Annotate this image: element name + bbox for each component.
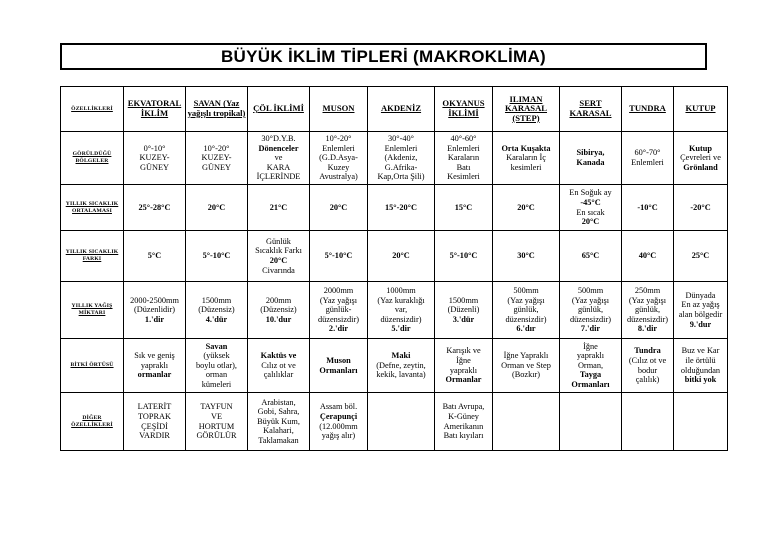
cell-text: (yüksek <box>203 351 230 361</box>
table-cell <box>368 231 435 282</box>
cell-text: 5.'dir <box>391 324 411 334</box>
table-cell <box>368 185 435 231</box>
table-row <box>61 339 728 393</box>
table-cell <box>674 185 728 231</box>
table-cell <box>493 393 560 451</box>
cell-text: Ormanları <box>319 365 358 375</box>
cell-text: var, <box>394 305 408 315</box>
table-cell <box>186 393 248 451</box>
row-label: YILLIK YAĞIŞ MİKTARI <box>61 282 124 339</box>
cell-text: 60°-70° <box>634 148 661 158</box>
corner-label: ÖZELLİKLERİ <box>61 87 124 132</box>
cell-text: kümeleri <box>201 379 232 389</box>
cell-text: 0°-10° <box>143 143 166 153</box>
cell-text: orman <box>205 370 228 380</box>
column-header: KUTUP <box>674 87 728 132</box>
table-cell <box>435 393 493 451</box>
cell-text: ÇEŞİDİ <box>141 421 168 431</box>
cell-text: Arabistan, <box>261 397 296 407</box>
cell-text: 2000-2500mm <box>130 295 179 305</box>
cell-text: düzensizdir) <box>626 314 668 324</box>
cell-text: günlük- <box>325 305 352 315</box>
cell-text: (Bozkır) <box>511 370 541 380</box>
cell-text: KUZEY- <box>139 153 170 163</box>
cell-text: Enlemleri <box>322 143 355 153</box>
table-cell <box>368 132 435 185</box>
cell-text: Batı Avrupa, <box>442 402 485 412</box>
cell-text: yapraklı <box>449 365 478 375</box>
cell-text: Kalahari, <box>263 426 294 436</box>
table-cell <box>310 339 368 393</box>
cell-text: Kuzey <box>327 162 350 172</box>
cell-text: Amerikanın <box>443 421 484 431</box>
row-label: YILLIK SICAKLIK ORTALAMASI <box>61 185 124 231</box>
table-cell <box>674 339 728 393</box>
cell-text: GÜNEY <box>201 162 232 172</box>
table-row <box>61 393 728 451</box>
cell-text: Büyük Kum, <box>257 416 300 426</box>
cell-text: Sıcaklık Farkı <box>255 246 302 256</box>
table-row <box>61 282 728 339</box>
table-cell <box>560 231 622 282</box>
cell-text: Enlemleri <box>384 143 418 153</box>
cell-text: boylu otlar), <box>195 360 237 370</box>
cell-text: 7.'dir <box>580 324 601 334</box>
cell-text: Sibirya, <box>576 148 605 158</box>
cell-text: K-Güney <box>448 411 479 421</box>
cell-text: 20°C <box>392 251 410 261</box>
table-cell <box>310 132 368 185</box>
table-cell <box>674 282 728 339</box>
cell-text: 200mm <box>265 295 292 305</box>
table-cell <box>124 282 186 339</box>
cell-text: kesimleri <box>510 162 542 172</box>
table-cell <box>493 282 560 339</box>
cell-text: Muson <box>326 355 351 365</box>
column-header: SERT KARASAL <box>560 87 622 132</box>
cell-text: Cılız ot ve <box>261 360 296 370</box>
cell-text: 1000mm <box>386 286 416 296</box>
cell-text: En sıcak <box>576 207 605 217</box>
table-cell <box>368 282 435 339</box>
cell-text: Batı <box>456 162 471 172</box>
cell-text: düzensizdir) <box>569 314 611 324</box>
cell-text: 30°C <box>517 251 535 261</box>
cell-text: 9.'dur <box>689 319 712 329</box>
cell-text: çalılıklar <box>263 370 294 380</box>
cell-text: Buz ve Kar <box>681 346 720 356</box>
cell-text: G.Afrika- <box>384 162 418 172</box>
row-label: DİĞER ÖZELLİKLERİ <box>61 393 124 451</box>
cell-text: Savan <box>205 341 228 351</box>
cell-text: Karışık ve <box>446 346 481 356</box>
table-cell <box>310 231 368 282</box>
cell-text: 2.'dir <box>328 324 349 334</box>
cell-text: düzensizdir) <box>505 314 547 324</box>
table-cell <box>248 339 310 393</box>
cell-text: Çerapunçi <box>319 411 358 421</box>
cell-text: 4.'dür <box>205 314 228 324</box>
table-cell <box>186 231 248 282</box>
cell-text: KUZEY- <box>201 153 232 163</box>
table-cell <box>435 282 493 339</box>
table-cell <box>560 132 622 185</box>
table-cell <box>435 339 493 393</box>
cell-text: Ormanları <box>571 379 610 389</box>
climate-table <box>60 86 728 451</box>
cell-text: 6.'dır <box>516 324 536 334</box>
cell-text: Ormanlar <box>445 375 482 385</box>
cell-text: 3.'dür <box>452 314 475 324</box>
cell-text: Enlemleri <box>447 143 480 153</box>
table-cell <box>186 185 248 231</box>
cell-text: 1.'dir <box>144 314 165 324</box>
table-cell <box>622 393 674 451</box>
cell-text: İÇLERİNDE <box>256 172 301 182</box>
table-cell <box>560 282 622 339</box>
cell-text: Kanada <box>576 158 605 167</box>
cell-text: 10.'dur <box>265 314 292 324</box>
table-cell <box>674 393 728 451</box>
table-cell <box>248 393 310 451</box>
row-label: BİTKİ ÖRTÜSÜ <box>61 339 124 393</box>
cell-text: Orman, <box>577 360 604 370</box>
cell-text: (Akdeniz, <box>384 153 418 163</box>
cell-text: (Düzenlidir) <box>133 305 175 315</box>
row-label: YILLIK SICAKLIK FARKI <box>61 231 124 282</box>
table-cell <box>622 132 674 185</box>
table-cell <box>493 185 560 231</box>
cell-text: olduğundan <box>680 365 721 375</box>
cell-text: Assam böl. <box>319 402 358 412</box>
cell-text: Tundra <box>634 346 661 356</box>
cell-text: GÜNEY <box>139 162 170 172</box>
cell-text: yapraklı <box>140 360 169 370</box>
cell-text: Çevreleri ve <box>680 153 721 163</box>
cell-text: 30°-40° <box>388 134 414 144</box>
cell-text: (12.000mm <box>319 421 358 431</box>
column-header: SAVAN (Yaz yağışlı tropikal) <box>186 87 248 132</box>
cell-text: VE <box>210 411 223 421</box>
column-header: ILIMAN KARASAL (STEP) <box>493 87 560 132</box>
table-cell <box>124 339 186 393</box>
cell-text: Sık ve geniş <box>134 351 175 361</box>
cell-text: kekik, lavanta) <box>376 370 426 380</box>
cell-text: Gobi, Sahra, <box>257 407 300 417</box>
cell-text: (Yaz kuraklığı <box>377 295 425 305</box>
cell-text: (Düzenli) <box>447 305 480 315</box>
cell-text: Günlük <box>266 236 291 246</box>
cell-text: Dönenceler <box>258 143 299 153</box>
table-cell <box>248 282 310 339</box>
cell-text: İğne Yapraklı <box>503 351 549 361</box>
table-cell <box>248 185 310 231</box>
table-cell <box>124 132 186 185</box>
cell-text: KARA <box>266 162 291 172</box>
cell-text: Karaların <box>447 153 480 163</box>
cell-text: (Yaz yağışı <box>507 295 545 305</box>
cell-text: 20°C <box>269 256 288 265</box>
cell-text: En az yağış <box>681 300 720 310</box>
table-cell <box>186 132 248 185</box>
cell-text: Dünyada <box>685 290 716 300</box>
table-cell <box>368 393 435 451</box>
cell-text: En Soğuk ay <box>569 188 612 198</box>
column-header: AKDENİZ <box>368 87 435 132</box>
cell-text: Karaların İç <box>506 153 546 163</box>
cell-text: Avustralya) <box>319 172 358 182</box>
cell-text: Kaktüs ve <box>260 351 297 361</box>
cell-text: günlük, <box>577 305 604 315</box>
cell-text: 5°-10°C <box>324 251 353 261</box>
column-header: ÇÖL İKLİMİ <box>248 87 310 132</box>
cell-text: 25°C <box>691 251 710 261</box>
cell-text: Tayga <box>579 370 602 380</box>
table-cell <box>560 185 622 231</box>
cell-text: 5°C <box>147 251 162 261</box>
table-row <box>61 231 728 282</box>
column-header: EKVATORAL İKLİM <box>124 87 186 132</box>
cell-text: Orman ve Step <box>501 360 551 370</box>
header-row <box>61 87 728 132</box>
table-cell <box>435 231 493 282</box>
cell-text: bitki yok <box>684 375 717 385</box>
cell-text: İğne <box>456 355 471 365</box>
cell-text: Kutup <box>688 143 713 153</box>
table-cell <box>310 185 368 231</box>
cell-text: çalılık) <box>635 375 660 385</box>
cell-text: ile örtülü <box>685 355 716 365</box>
cell-text: 40°C <box>638 251 657 261</box>
table-row <box>61 185 728 231</box>
cell-text: 15°-20°C <box>385 202 417 212</box>
cell-text: (Düzensiz) <box>198 305 235 315</box>
table-cell <box>124 231 186 282</box>
cell-text: 8.'dir <box>637 324 658 334</box>
table-cell <box>368 339 435 393</box>
table-cell <box>310 282 368 339</box>
cell-text: 21°C <box>269 202 288 212</box>
cell-text: 40°-60° <box>450 134 477 144</box>
cell-text: Taklamakan <box>258 435 299 445</box>
cell-text: 20°C <box>329 202 348 212</box>
cell-text: Maki <box>391 351 411 361</box>
cell-text: ve <box>274 153 283 163</box>
cell-text: günlük, <box>513 305 539 315</box>
table-cell <box>493 339 560 393</box>
page-title: BÜYÜK İKLİM TİPLERİ (MAKROKLİMA) <box>60 43 707 70</box>
table-cell <box>493 231 560 282</box>
cell-text: VARDIR <box>139 431 170 441</box>
cell-text: alan bölgedir <box>678 310 723 319</box>
table-cell <box>674 231 728 282</box>
table-cell <box>186 282 248 339</box>
cell-text: 65°C <box>581 251 600 261</box>
cell-text: 10°-20° <box>203 143 230 153</box>
cell-text: düzensizdir) <box>380 314 422 324</box>
cell-text: LATERİT <box>137 402 172 412</box>
table-cell <box>248 231 310 282</box>
column-header: TUNDRA <box>622 87 674 132</box>
cell-text: (Yaz yağışı <box>319 295 358 305</box>
cell-text: bodur <box>637 365 658 375</box>
cell-text: 5°-10°C <box>202 251 231 261</box>
cell-text: 2000mm <box>323 286 354 296</box>
table-cell <box>622 282 674 339</box>
cell-text: (Düzensiz) <box>260 305 297 315</box>
table-cell <box>124 393 186 451</box>
cell-text: 250mm <box>634 286 661 296</box>
cell-text: TOPRAK <box>137 411 172 421</box>
cell-text: Batı kıyıları <box>443 431 484 441</box>
table-cell <box>622 231 674 282</box>
table-cell <box>674 132 728 185</box>
table-cell <box>186 339 248 393</box>
cell-text: (Yaz yağışı <box>571 295 610 305</box>
cell-text: 15°C <box>454 202 473 212</box>
cell-text: Orta Kuşakta <box>501 143 551 153</box>
cell-text: Civarında <box>262 265 295 275</box>
cell-text: 500mm <box>577 286 604 296</box>
cell-text: -45°C <box>580 197 601 207</box>
cell-text: 20°C <box>581 217 600 227</box>
cell-text: yağış alır) <box>321 431 356 441</box>
cell-text: Enlemleri <box>631 158 664 167</box>
column-header: MUSON <box>310 87 368 132</box>
cell-text: -20°C <box>690 202 711 212</box>
cell-text: (Defne, zeytin, <box>376 360 426 370</box>
table-cell <box>493 132 560 185</box>
table-cell <box>310 393 368 451</box>
cell-text: TAYFUN <box>200 402 233 412</box>
cell-text: HORTUM <box>198 421 235 431</box>
cell-text: 5°-10°C <box>449 251 478 261</box>
table-cell <box>435 132 493 185</box>
cell-text: Kesimleri <box>447 172 480 182</box>
cell-text: 500mm <box>513 286 539 296</box>
column-header: OKYANUS İKLİMİ <box>435 87 493 132</box>
cell-text: 1500mm <box>201 295 232 305</box>
cell-text: Kap,Orta Şili) <box>377 172 425 182</box>
cell-text: (Cılız ot ve <box>628 355 667 365</box>
cell-text: 1500mm <box>448 295 479 305</box>
cell-text: GÖRÜLÜR <box>196 431 237 441</box>
cell-text: 25°-28°C <box>138 202 171 212</box>
cell-text: 10°-20° <box>325 134 352 144</box>
table-cell <box>124 185 186 231</box>
table-cell <box>622 185 674 231</box>
cell-text: ormanlar <box>137 370 172 380</box>
cell-text: 20°C <box>207 202 226 212</box>
cell-text: -10°C <box>637 202 658 212</box>
cell-text: günlük, <box>634 305 661 315</box>
table-row <box>61 132 728 185</box>
cell-text: düzensizdir) <box>317 314 359 324</box>
cell-text: 30°D.Y.B. <box>261 134 296 144</box>
table-cell <box>560 339 622 393</box>
table-cell <box>622 339 674 393</box>
cell-text: yapraklı <box>576 351 605 361</box>
cell-text: (Yaz yağışı <box>628 295 667 305</box>
table-cell <box>435 185 493 231</box>
cell-text: İğne <box>583 341 598 351</box>
table-cell <box>248 132 310 185</box>
cell-text: Grönland <box>683 162 718 172</box>
table-cell <box>560 393 622 451</box>
cell-text: 20°C <box>517 202 535 212</box>
cell-text: (G.D.Asya- <box>319 153 358 163</box>
row-label: GÖRÜLDÜĞÜ BÖLGELER <box>61 132 124 185</box>
